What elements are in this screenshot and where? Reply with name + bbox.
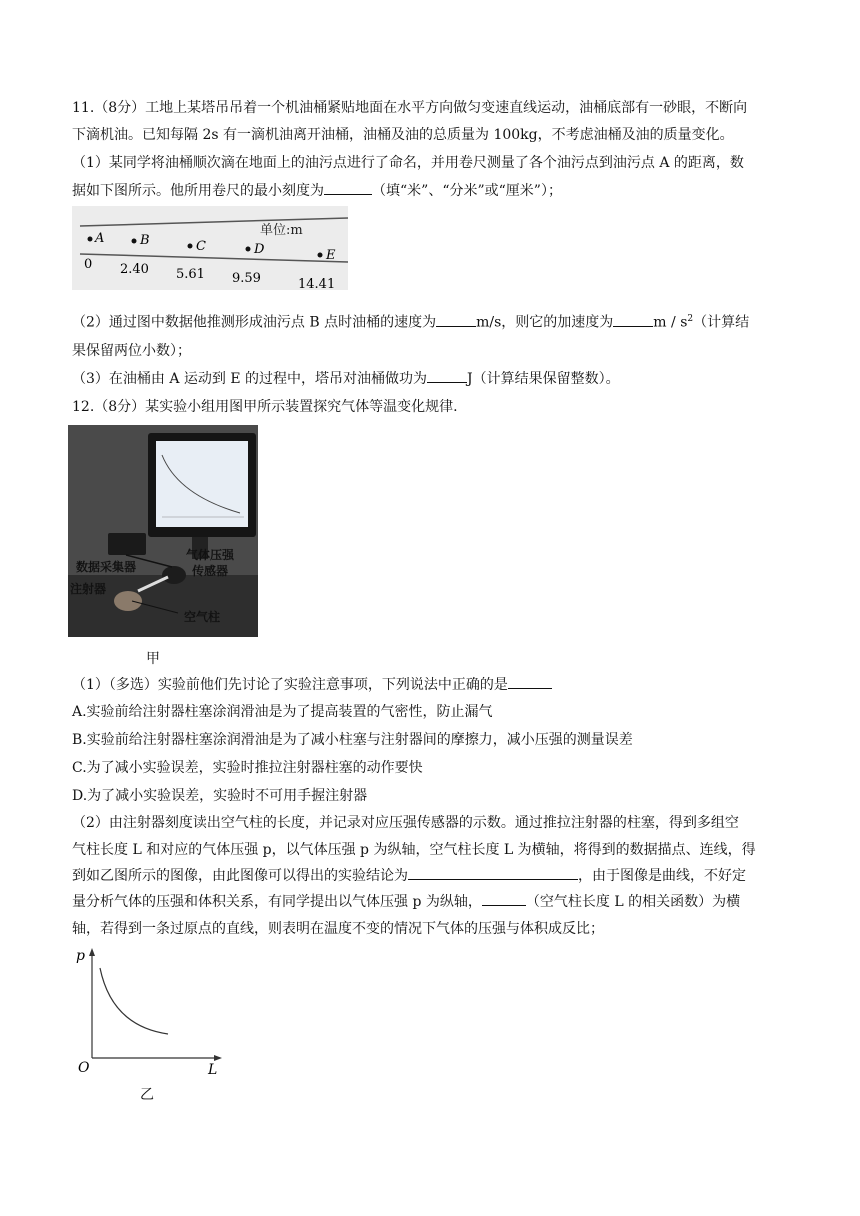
p-l-graph-svg	[72, 946, 232, 1076]
x-axis-label: L	[208, 1062, 218, 1076]
q12-blank-2[interactable]	[408, 865, 578, 880]
q12-part2-text: 到如乙图所示的图像，由此图像可以得出的实验结论为	[72, 868, 408, 884]
q11-part2-text-end: （计算结	[693, 314, 750, 331]
q12-option-a: A.实验前给注射器柱塞涂润滑油是为了提高装置的气密性，防止漏气	[72, 704, 493, 720]
q12-blank-1[interactable]	[508, 674, 552, 689]
q11-blank-4[interactable]	[427, 368, 467, 383]
label-air-column: 空气柱	[184, 610, 221, 624]
q12-part1-text: （1）（多选）实验前他们先讨论了实验注意事项，下列说法中正确的是	[72, 677, 508, 693]
q11-blank-1[interactable]	[324, 180, 372, 195]
tape-measure-svg	[72, 206, 348, 290]
hand	[114, 591, 142, 611]
q11-part3-text: （3）在油桶由 A 运动到 E 的过程中，塔吊对油桶做功为	[72, 371, 428, 387]
label-pressure-sensor-1: 气体压强	[186, 548, 235, 562]
distance-c: 5.61	[176, 267, 205, 282]
q12-part2-line-5: 轴，若得到一条过原点的直线，则表明在温度不变的情况下气体的压强与体积成反比；	[72, 921, 604, 937]
distance-a: 0	[84, 257, 93, 272]
q11-intro-line-1: 11.（8分）工地上某塔吊吊着一个机油桶紧贴地面在水平方向做匀变速直线运动，油桶底部有一砂眼，不断向	[72, 100, 748, 116]
q11-accel-unit-exp: 2	[687, 314, 694, 324]
tape-upper-edge	[80, 218, 348, 226]
y-axis-label: p	[76, 948, 85, 964]
q12-part2-text-end: ，由于图像是曲线，不好定	[578, 868, 746, 884]
origin-label: O	[78, 1060, 90, 1076]
figure-b-caption: 乙	[140, 1087, 154, 1103]
q12-part2-line-2: 气柱长度 L 和对应的气体压强 p，以气体压强 p 为纵轴，空气柱长度 L 为横轴，将得到的数据描点、连线，得	[72, 842, 756, 858]
experiment-photo	[68, 425, 258, 637]
oil-point-c-label: C	[196, 239, 206, 254]
oil-point-a-label: A	[95, 231, 105, 246]
q11-part1-text: 据如下图所示。他所用卷尺的最小刻度为	[72, 183, 324, 199]
oil-point-c	[188, 244, 193, 249]
q11-part3-hint: J（计算结果保留整数）。	[467, 371, 620, 387]
distance-b: 2.40	[120, 262, 149, 277]
q11-accel-unit: m / s	[653, 314, 688, 331]
q11-intro-line-2: 下滴机油。已知每隔 2s 有一滴机油离开油桶，油桶及油的总质量为 100kg，不考虑油桶及油的质量变化。	[72, 127, 734, 143]
q11-part2-line-2: 果保留两位小数）；	[72, 343, 191, 359]
oil-point-d-label: D	[254, 242, 265, 257]
distance-d: 9.59	[232, 271, 261, 286]
experiment-photo-svg	[68, 425, 258, 637]
data-collector-device	[108, 533, 146, 555]
label-data-collector: 数据采集器	[76, 560, 137, 574]
q12-part2-line-4	[72, 891, 792, 913]
p-l-graph	[72, 946, 232, 1076]
q11-part1-hint: （填“米”、“分米”或“厘米”）；	[372, 183, 562, 199]
q12-option-d: D.为了减小实验误差，实验时不可用手握注射器	[72, 788, 368, 804]
oil-point-b-label: B	[140, 233, 150, 248]
y-axis-arrow	[89, 948, 95, 956]
q11-part2-text-mid: m/s，则它的加速度为	[476, 314, 614, 331]
q11-blank-3[interactable]	[613, 312, 653, 327]
q12-part2-text-2: 量分析气体的压强和体积关系，有同学提出以气体压强 p 为纵轴，	[72, 894, 482, 910]
p-l-curve	[100, 968, 168, 1034]
tape-unit-label: 单位:m	[260, 223, 303, 238]
oil-point-b	[132, 239, 137, 244]
tape-lower-edge	[80, 254, 348, 262]
label-pressure-sensor-2: 传感器	[192, 564, 229, 578]
x-axis-arrow	[214, 1055, 222, 1061]
oil-point-e	[318, 253, 323, 258]
oil-point-e-label: E	[326, 248, 336, 263]
q11-part1-line-1: （1）某同学将油桶顺次滴在地面上的油污点进行了命名，并用卷尺测量了各个油污点到油污点 A 的距离，数	[72, 155, 744, 171]
tape-measure-figure	[72, 206, 348, 290]
oil-point-a	[88, 237, 93, 242]
q12-part2-line-3	[72, 865, 792, 887]
distance-e: 14.41	[298, 277, 336, 290]
monitor-screen	[156, 441, 248, 527]
q12-option-b: B.实验前给注射器柱塞涂润滑油是为了减小柱塞与注射器间的摩擦力，减小压强的测量误差	[72, 732, 633, 748]
q12-part1-line	[72, 674, 792, 696]
q12-option-c: C.为了减小实验误差，实验时推拉注射器柱塞的动作要快	[72, 760, 423, 776]
q11-part2-line-1	[72, 308, 792, 334]
q12-blank-3[interactable]	[482, 891, 526, 906]
q12-intro: 12.（8分）某实验小组用图甲所示装置探究气体等温变化规律.	[72, 399, 458, 415]
q12-part2-hint: （空气柱长度 L 的相关函数）为横	[525, 894, 741, 910]
q11-blank-2[interactable]	[436, 312, 476, 327]
pressure-sensor-device	[162, 566, 186, 584]
q11-part3-line	[72, 368, 792, 390]
q11-part1-line-2	[72, 180, 792, 202]
q12-part2-line-1: （2）由注射器刻度读出空气柱的长度，并记录对应压强传感器的示数。通过推拉注射器的柱塞，得到多组空	[72, 815, 739, 831]
oil-point-d	[246, 247, 251, 252]
q11-part2-text: （2）通过图中数据他推测形成油污点 B 点时油桶的速度为	[72, 314, 437, 331]
label-syringe: 注射器	[70, 582, 107, 596]
figure-a-caption: 甲	[146, 651, 160, 667]
